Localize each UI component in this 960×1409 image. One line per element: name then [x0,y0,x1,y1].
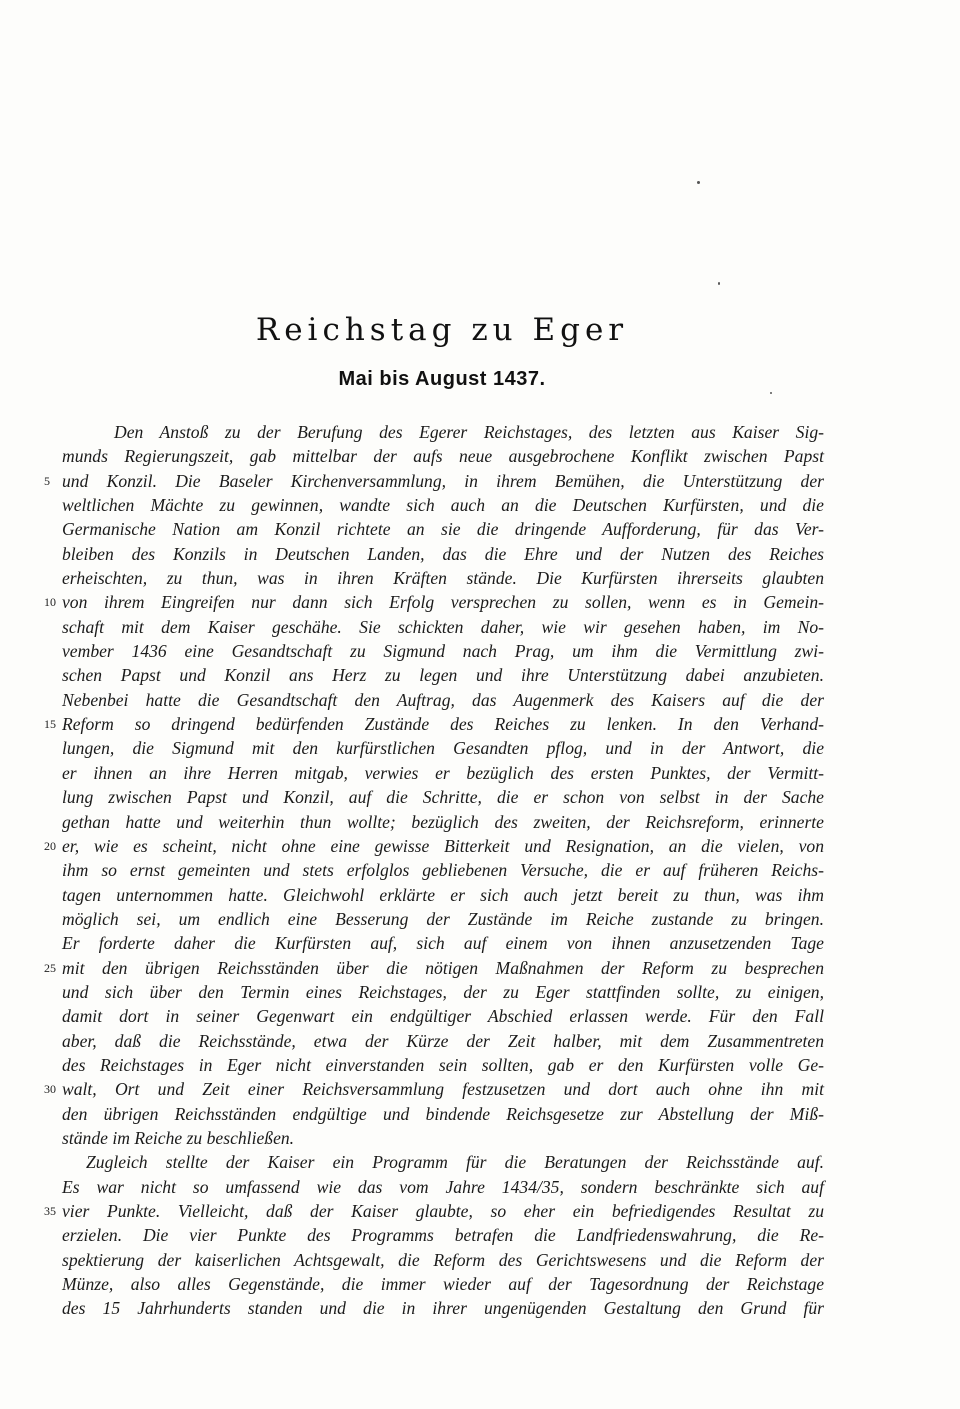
text-line [44,1077,824,1101]
line-text: Zugleich stellte der Kaiser ein Programm für die Beratungen der Reichsstände auf. [86,1152,824,1173]
text-line [44,956,824,980]
line-text: vember 1436 eine Gesandtschaft zu Sigmund nach Prag, um ihm die Vermittlung zwi- [62,641,824,662]
line-text: stände im Reiche zu beschließen. [62,1127,295,1148]
text-line [44,469,824,493]
line-text: er ihnen an ihre Herren mitgab, verwies er bezüglich des ersten Punktes, der Vermitt- [62,762,824,783]
text-line [62,931,824,955]
text-line [62,444,824,468]
text-line [62,1223,824,1247]
line-text: Er forderte daher die Kurfürsten auf, sich auf einem von ihnen anzusetzenden Tage [62,933,824,954]
line-number: 5 [44,473,50,488]
text-line [62,761,824,785]
line-text: möglich sei, um endlich eine Besserung der Zustände im Reiche zustande zu bringen. [62,908,824,929]
text-line [62,688,824,712]
line-text: Es war nicht so umfassend wie das vom Jahre 1434/35, sondern beschränkte sich auf [62,1176,824,1197]
text-line [44,834,824,858]
text-line [62,1296,824,1320]
text-line [62,493,824,517]
line-text: aber, daß die Reichsstände, etwa der Kürze der Zeit halber, mit dem Zusammentreten [62,1030,824,1051]
line-text: des Reichstages in Eger nicht einverstanden sein sollten, gab er den Kurfürsten volle Ge- [62,1054,824,1075]
text-line [62,1004,824,1028]
line-text: lung zwischen Papst und Konzil, auf die Schritte, die er schon von selbst in der Sache [62,787,824,808]
line-text: spektierung der kaiserlichen Achtsgewalt, die Reform des Gerichtswesens und die Reform der [62,1249,824,1270]
text-line [62,1150,824,1174]
line-text: munds Regierungszeit, gab mittelbar der aufs neue ausgebrochene Konflikt zwischen Papst [62,446,824,467]
body-text [44,420,824,1321]
text-line [62,858,824,882]
line-text: Germanische Nation am Konzil richtete an sie die dringende Aufforderung, für das Ver- [62,519,824,540]
text-line [62,566,824,590]
line-text: und Konzil. Die Baseler Kirchenversammlung, in ihrem Bemühen, die Unterstützung der [62,470,824,491]
text-line [62,1248,824,1272]
line-text: tagen unternommen hatte. Gleichwohl erklärte er sich auch jetzt bereit zu thun, was ihm [62,884,824,905]
line-number: 10 [44,595,56,610]
line-text: erheischten, zu thun, was in ihren Kräften stände. Die Kurfürsten ihrerseits glaubten [62,568,824,589]
text-line [62,1053,824,1077]
text-line [62,1272,824,1296]
line-text: von ihrem Eingreifen nur dann sich Erfolg versprechen zu sollen, wenn es in Gemein- [62,592,824,613]
text-line [44,712,824,736]
line-text: ihm so ernst gemeinten und stets erfolglos gebliebenen Versuche, die er auf früheren Reichs- [62,860,824,881]
line-number: 25 [44,960,56,975]
line-number: 15 [44,717,56,732]
text-line [62,1102,824,1126]
line-text: walt, Ort und Zeit einer Reichsversammlung festzusetzen und dort auch ohne ihn mit [62,1079,824,1100]
line-text: gethan hatte und weiterhin thun wollte; bezüglich des zweiten, der Reichsreform, erinnerte [62,811,824,832]
text-line [44,1199,824,1223]
page-subtitle: Mai bis August 1437. [338,368,546,390]
text-line [62,542,824,566]
text-line [62,907,824,931]
line-number: 35 [44,1204,56,1218]
line-number: 30 [44,1082,56,1097]
line-text: Reform so dringend bedürfenden Zustände des Reiches zu lenken. In den Verhand- [62,714,824,735]
line-text: schen Papst und Konzil ans Herz zu legen und ihre Unterstützung dabei anzubieten. [62,665,824,686]
line-text: vier Punkte. Vielleicht, daß der Kaiser glaubte, so eher ein befriedigendes Resultat zu [62,1201,824,1221]
text-line [62,1126,824,1150]
text-line [62,883,824,907]
text-line [62,980,824,1004]
scan-speck [770,392,772,394]
line-text: schaft mit dem Kaiser geschähe. Sie schickten daher, wie wir gesehen haben, im No- [62,616,824,637]
text-line [62,1175,824,1199]
line-text: lungen, die Sigmund mit den kurfürstlichen Gesandten pflog, und in der Antwort, die [62,738,824,759]
text-line [62,420,824,444]
line-text: mit den übrigen Reichsständen über die nötigen Maßnahmen der Reform zu besprechen [62,957,824,978]
line-number: 20 [44,838,56,853]
line-text: erzielen. Die vier Punkte des Programms betrafen die Landfriedenswahrung, die Re- [62,1225,824,1246]
text-line [62,785,824,809]
scan-speck [718,282,720,285]
text-line [62,517,824,541]
text-line [62,810,824,834]
line-text: bleiben des Konzils in Deutschen Landen, das die Ehre und der Nutzen des Reiches [62,543,824,564]
text-line [44,590,824,614]
page-title: Reichstag zu Eger [255,312,629,348]
text-line [62,663,824,687]
line-text: des 15 Jahrhunderts standen und die in ihrer ungenügenden Gestaltung den Grund für [62,1298,824,1319]
scan-speck [697,181,700,184]
text-line [62,1029,824,1053]
line-text: Nebenbei hatte die Gesandtschaft den Auftrag, das Augenmerk des Kaisers auf die der [62,689,824,710]
text-line [62,736,824,760]
line-text: Münze, also alles Gegenstände, die immer wieder auf der Tagesordnung der Reichstage [62,1274,824,1295]
line-text: den übrigen Reichsständen endgültige und bindende Reichsgesetze zur Abstellung der Miß- [62,1103,824,1124]
line-text: er, wie es scheint, nicht ohne eine gewisse Bitterkeit und Resignation, an die vielen, von [62,835,824,856]
text-line [62,615,824,639]
line-text: Den Anstoß zu der Berufung des Egerer Reichstages, des letzten aus Kaiser Sig- [114,422,824,442]
line-text: damit dort in seiner Gegenwart ein endgültiger Abschied erlassen werde. Für den Fall [62,1006,824,1027]
text-line [62,639,824,663]
line-text: weltlichen Mächte zu gewinnen, wandte sich auch an die Deutschen Kurfürsten, und die [62,495,824,516]
line-text: und sich über den Termin eines Reichstages, der zu Eger stattfinden sollte, zu einigen, [62,981,824,1002]
